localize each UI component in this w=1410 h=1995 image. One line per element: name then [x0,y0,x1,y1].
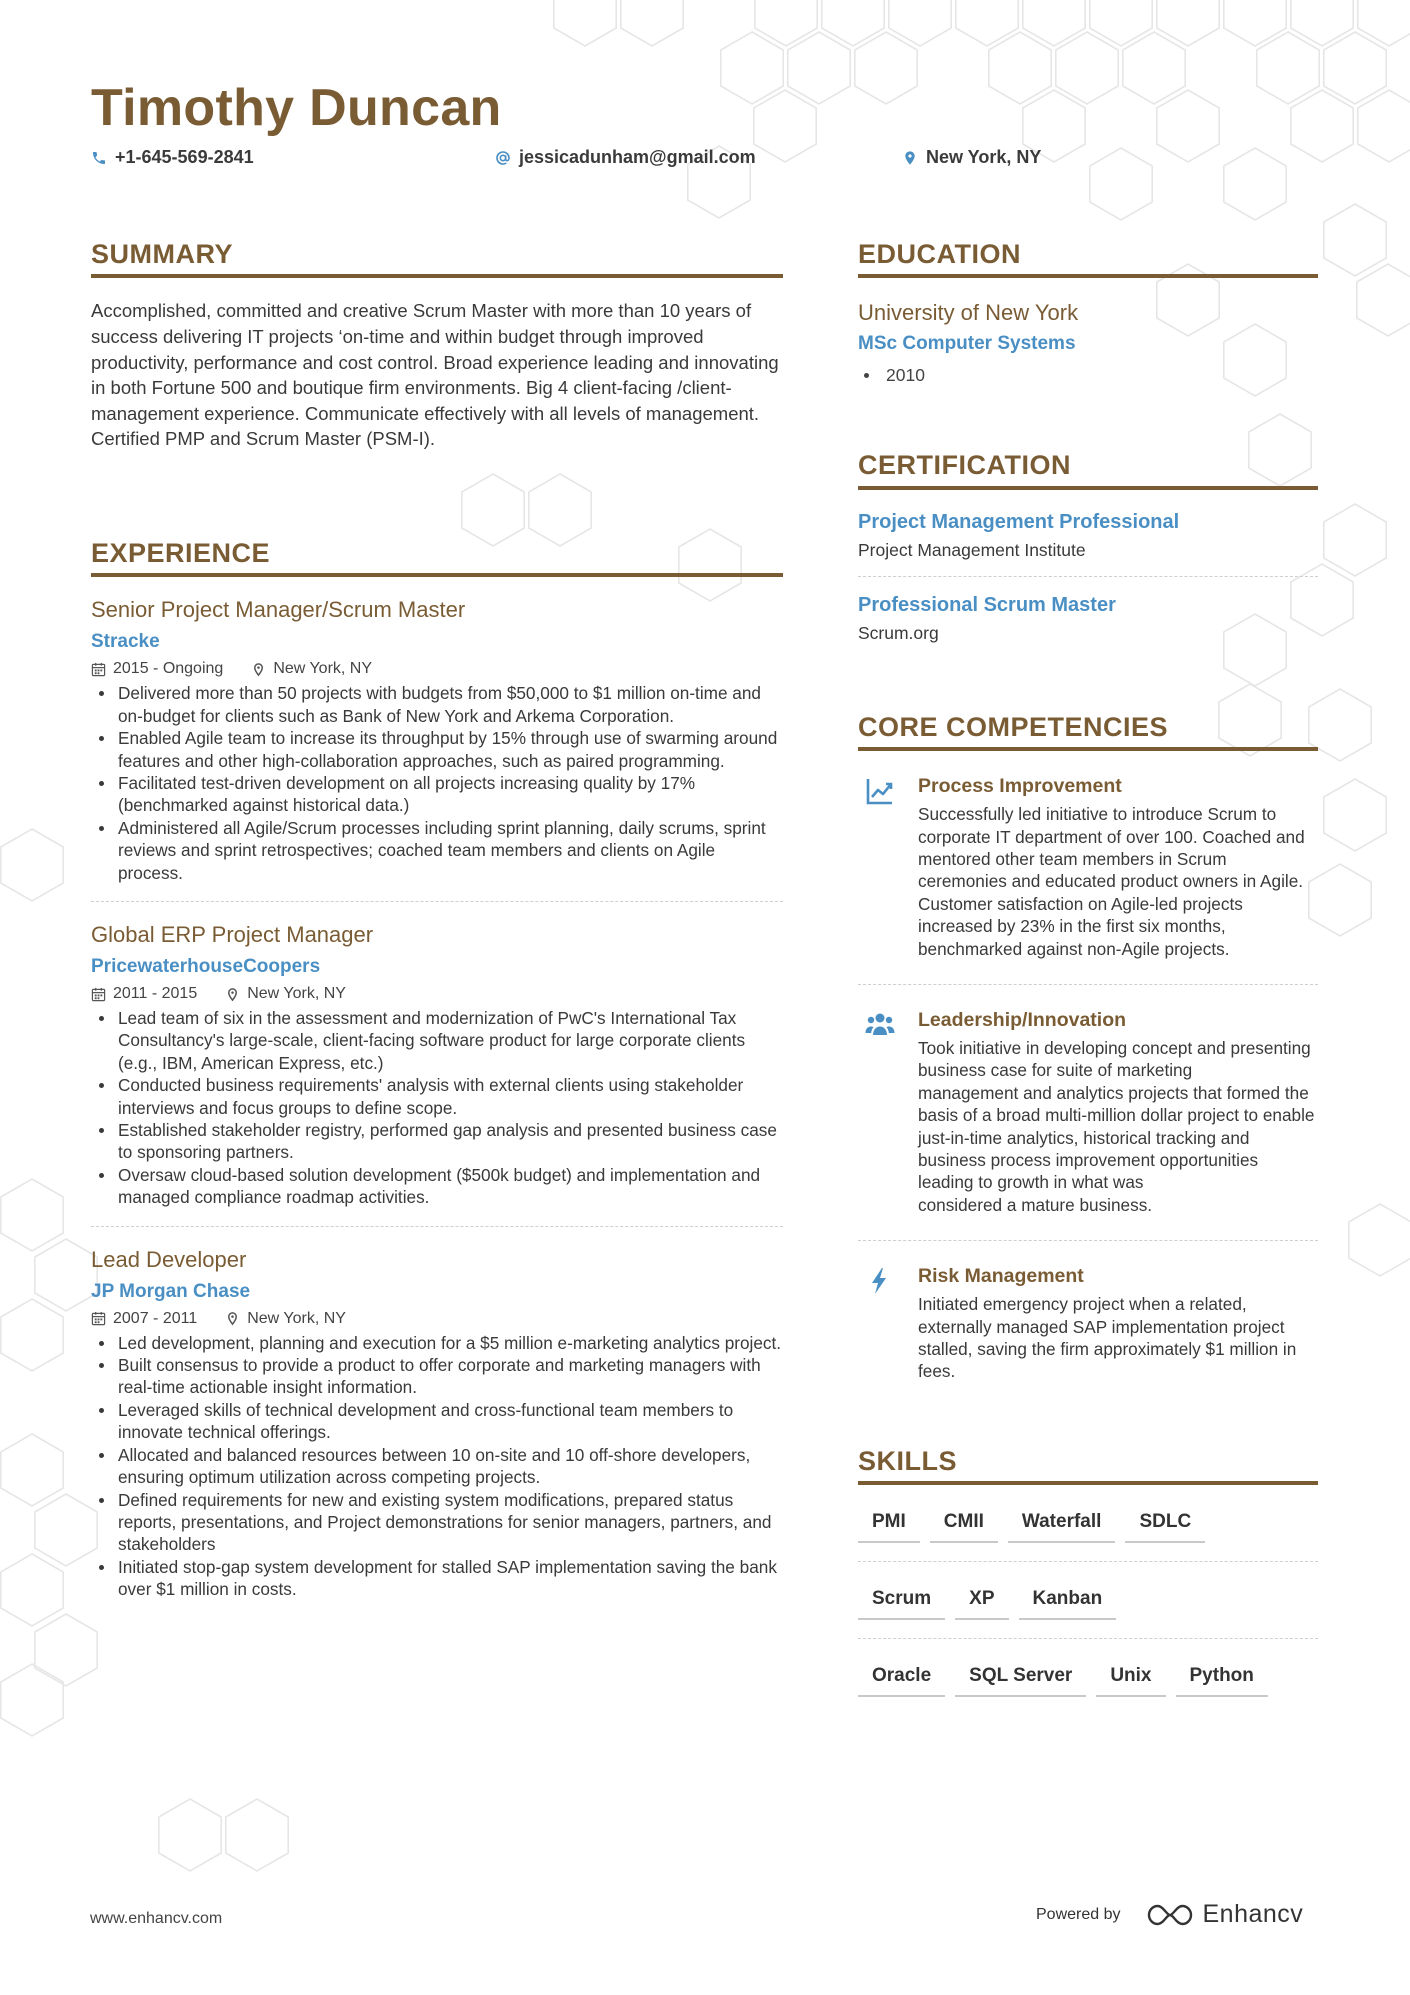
job-bullets [91,682,783,884]
job-meta [91,658,783,680]
certification-heading: CERTIFICATION [858,449,1318,489]
bullet-item: Defined requirements for new and existing system modifications, prepared status reports, presentations, and Project demonstrations for senior managers, partners, and stakeholders [91,1489,783,1556]
bullet-item: Lead team of six in the assessment and modernization of PwC's International Tax Consultancy's large-scale, client-facing software product for large corporate clients (e.g., IBM, American Express, etc.) [91,1007,783,1074]
map-pin-icon [251,662,266,677]
bullet-item: Built consensus to provide a product to offer corporate and marketing managers with real-time actionable insight information. [91,1354,783,1399]
competency-item [858,1240,1318,1407]
location-text: New York, NY [926,147,1042,167]
job-meta [91,983,783,1005]
email-text: jessicadunham@gmail.com [519,147,756,167]
certification-section [858,449,1318,658]
education-school: University of New York [858,300,1079,326]
bullet-item: Delivered more than 50 projects with budgets from $50,000 to $1 million on-time and on-budget for clients such as Bank of New York and Arkema Corporation. [91,682,783,727]
job-location [251,658,372,680]
job-company: PricewaterhouseCoopers [91,956,321,977]
competency-description [918,803,1318,960]
skills-row [858,1561,1318,1638]
job-company: Stracke [91,631,160,653]
users-icon [864,1009,896,1041]
at-icon [495,150,511,166]
certification-org: Project Management Institute [858,539,1086,560]
skill-tag: SDLC [1125,1507,1205,1543]
certification-name: Professional Scrum Master [858,593,1116,616]
summary-heading: SUMMARY [91,238,783,278]
job-company: JP Morgan Chase [91,1280,251,1302]
certification-item [858,576,1318,659]
candidate-name: Timothy Duncan [91,79,502,137]
contact-email[interactable] [495,147,756,168]
job-bullets [91,1007,783,1209]
education-degree: MSc Computer Systems [858,333,1076,355]
chart-line-icon [864,775,896,807]
skills-heading: SKILLS [858,1445,1318,1485]
skill-tag: Kanban [1019,1584,1117,1620]
competency-icon-wrap [858,1007,902,1216]
calendar-icon [91,987,106,1002]
competency-item [858,751,1318,984]
job-location-text: New York, NY [273,660,373,678]
competency-line: Initiated emergency project when a related, externally managed SAP implementation project [918,1294,1285,1337]
job-title: Global ERP Project Manager [91,922,374,947]
bullet-item: Allocated and balanced resources between 10 on-site and 10 off-shore developers, ensuring optimum utilization across competing projects. [91,1444,783,1489]
job-location-text: New York, NY [247,985,346,1002]
competency-line: management and analytics projects that formed the basis of a broad multi-million dollar project to enable just-in-time analytics, historical tracking and business process improvement opportunities leading to growth in what was [918,1082,1315,1193]
right-column [858,238,1318,1715]
competency-icon-wrap [858,773,902,960]
skills-row [858,1638,1318,1715]
skill-tag: XP [955,1584,1008,1620]
skill-tag: CMII [930,1507,998,1543]
competency-description [918,1037,1318,1216]
bullet-item: Initiated stop-gap system development for stalled SAP implementation saving the bank over $1 million in costs. [91,1556,783,1601]
calendar-icon [91,662,106,677]
skill-tag: Waterfall [1008,1507,1116,1543]
job-bullets [91,1332,783,1601]
competency-line: stalled, saving the firm approximately $1 million in fees. [918,1339,1297,1382]
education-heading: EDUCATION [858,238,1318,278]
powered-by-text: Powered by [1036,1905,1121,1923]
competency-body [918,1007,1318,1216]
phone-text: +1-645-569-2841 [115,147,254,167]
skill-tag: Unix [1096,1661,1165,1697]
contact-phone [91,147,254,168]
competency-body [918,773,1318,960]
skills-row [858,1485,1318,1561]
competency-description [918,1293,1318,1383]
education-section [858,238,1318,387]
certification-name: Project Management Professional [858,510,1180,533]
brand-name: Enhancv [1202,1900,1304,1928]
competency-icon-wrap [858,1263,902,1383]
job-entry [91,577,783,884]
bullet-item: Established stakeholder registry, performed gap analysis and presented business case to sponsoring partners. [91,1119,783,1164]
summary-text: Accomplished, committed and creative Scrum Master with more than 10 years of success delivering IT projects ‘on-time and within budget through improved productivity, performance and cost control. Broad experience leading and innovating in both Fortune 500 and boutique firm environments. Big 4 client-facing /client-management experience. Communicate effectively with all levels of management. Certified PMP and Scrum Master (PSM-I). [91,300,779,450]
certification-item [858,490,1318,576]
competency-item [858,984,1318,1240]
bullet-item: Led development, planning and execution for a $5 million e-marketing analytics project. [91,1332,783,1354]
competencies-section [858,711,1318,1407]
skill-tag: Oracle [858,1661,945,1697]
certification-org: Scrum.org [858,622,939,643]
contact-location [902,147,1041,168]
competency-title: Process Improvement [918,775,1122,798]
job-title: Senior Project Manager/Scrum Master [91,597,466,623]
job-location-text: New York, NY [247,1309,346,1327]
enhancv-logo-icon [1147,1902,1193,1928]
brand-logo[interactable] [1147,1900,1304,1929]
bullet-item: Administered all Agile/Scrum processes including sprint planning, daily scrums, sprint reviews and sprint retrospectives; coached team members and clients on Agile process. [91,817,783,884]
competency-title: Leadership/Innovation [918,1009,1127,1032]
skill-tag: Python [1176,1661,1268,1697]
job-dates-text: 2015 - Ongoing [113,660,224,678]
skill-tag: SQL Server [955,1661,1086,1697]
job-location [225,983,346,1005]
competency-body [918,1263,1318,1383]
skill-tag: PMI [858,1507,920,1543]
job-dates [91,983,197,1005]
bullet-item: Leveraged skills of technical development and cross-functional team members to innovate technical offerings. [91,1399,783,1444]
competency-line: Successfully led initiative to introduce Scrum to corporate IT department of over 100. Coached and mentored other team members in Scrum ceremonies and educated product owners in Agile. Customer satisfaction on Agile-led projects increased by 23% in the first six months, benchmarked against non-Agile projects. [918,804,1305,959]
lightning-icon [864,1265,896,1297]
job-entry [91,901,783,1209]
job-meta [91,1308,783,1330]
education-year: 2010 [858,363,1318,387]
job-location [225,1308,346,1330]
competency-line: considered a mature business. [918,1194,1153,1215]
map-pin-icon [225,987,240,1002]
bullet-item: Conducted business requirements' analysis with external clients using stakeholder interviews and focus groups to define scope. [91,1074,783,1119]
phone-icon [91,150,107,166]
job-title: Lead Developer [91,1246,247,1272]
left-column [91,238,783,1601]
competency-line: Took initiative in developing concept and presenting business case for suite of marketing [918,1038,1311,1081]
competency-title: Risk Management [918,1265,1084,1288]
job-dates [91,658,223,680]
job-dates-text: 2007 - 2011 [113,1309,198,1327]
skill-tag: Scrum [858,1584,945,1620]
job-dates-text: 2011 - 2015 [113,985,198,1002]
footer-url[interactable]: www.enhancv.com [90,1910,223,1927]
map-pin-icon [902,150,918,166]
competencies-heading: CORE COMPETENCIES [858,711,1318,751]
job-dates [91,1308,197,1330]
footer-brand [1036,1900,1303,1929]
bullet-item: Enabled Agile team to increase its throughput by 15% through use of swarming around features and other high-collaboration approaches, such as paired programming. [91,727,783,772]
summary-section [91,238,783,452]
skills-section [858,1445,1318,1715]
bullet-item: Facilitated test-driven development on all projects increasing quality by 17% (benchmarked against historical data.) [91,772,783,817]
map-pin-icon [225,1311,240,1326]
experience-heading: EXPERIENCE [91,537,783,577]
calendar-icon [91,1311,106,1326]
bullet-item: Oversaw cloud-based solution development ($500k budget) and implementation and managed compliance roadmap activities. [91,1164,783,1209]
job-entry [91,1226,783,1601]
experience-section [91,537,783,1601]
